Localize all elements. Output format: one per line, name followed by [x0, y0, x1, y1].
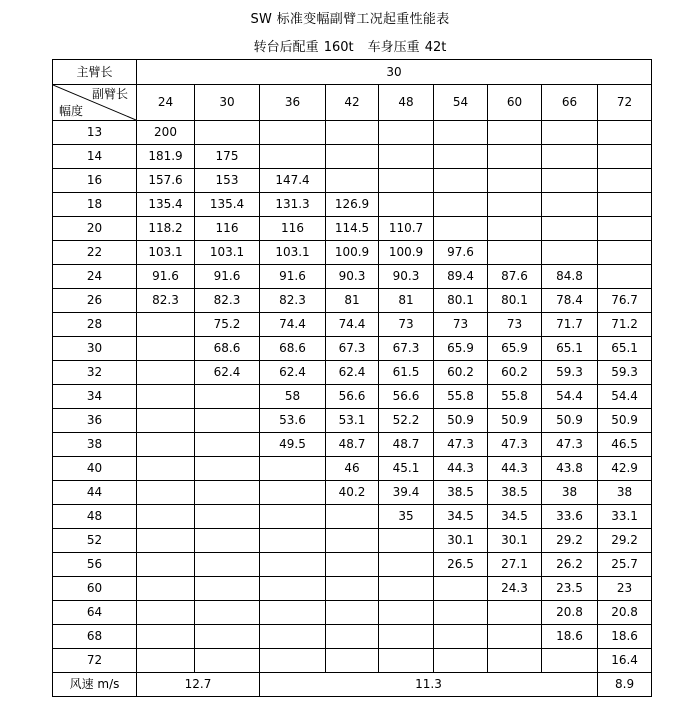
capacity-cell [488, 121, 542, 145]
wind-speed-row [53, 673, 652, 697]
capacity-cell [195, 625, 260, 649]
capacity-cell [598, 217, 652, 241]
body-weight-text: 车身压重 42t [367, 40, 447, 55]
table-row [53, 649, 652, 673]
capacity-cell: 126.9 [326, 193, 379, 217]
capacity-cell [598, 145, 652, 169]
radius-cell: 16 [53, 169, 137, 193]
capacity-cell: 68.6 [195, 337, 260, 361]
capacity-cell: 116 [260, 217, 326, 241]
capacity-cell [137, 577, 195, 601]
capacity-cell: 65.9 [488, 337, 542, 361]
capacity-cell: 62.4 [326, 361, 379, 385]
table-row [53, 361, 652, 385]
capacity-cell: 71.2 [598, 313, 652, 337]
capacity-cell [195, 529, 260, 553]
capacity-cell [137, 481, 195, 505]
capacity-cell [379, 121, 434, 145]
capacity-cell: 25.7 [598, 553, 652, 577]
capacity-cell [598, 241, 652, 265]
jib-length-header: 60 [488, 85, 542, 121]
radius-label: 幅度 [59, 104, 84, 118]
jib-length-header: 54 [434, 85, 488, 121]
capacity-cell: 20.8 [598, 601, 652, 625]
capacity-cell: 65.1 [598, 337, 652, 361]
table-row [53, 409, 652, 433]
capacity-cell [434, 169, 488, 193]
capacity-cell: 29.2 [598, 529, 652, 553]
capacity-cell [434, 145, 488, 169]
capacity-cell [598, 265, 652, 289]
capacity-cell [260, 529, 326, 553]
capacity-cell: 18.6 [542, 625, 598, 649]
capacity-cell: 46 [326, 457, 379, 481]
capacity-cell: 34.5 [434, 505, 488, 529]
capacity-cell: 58 [260, 385, 326, 409]
capacity-cell: 75.2 [195, 313, 260, 337]
capacity-cell: 91.6 [137, 265, 195, 289]
capacity-cell [137, 313, 195, 337]
table-row [53, 601, 652, 625]
capacity-cell: 20.8 [542, 601, 598, 625]
capacity-cell: 47.3 [542, 433, 598, 457]
capacity-cell: 49.5 [260, 433, 326, 457]
capacity-cell [326, 121, 379, 145]
jib-length-header: 66 [542, 85, 598, 121]
radius-cell: 18 [53, 193, 137, 217]
capacity-cell [542, 169, 598, 193]
capacity-cell: 135.4 [137, 193, 195, 217]
capacity-cell [137, 649, 195, 673]
capacity-cell: 55.8 [434, 385, 488, 409]
jib-length-header: 24 [137, 85, 195, 121]
capacity-cell: 34.5 [488, 505, 542, 529]
capacity-cell: 59.3 [542, 361, 598, 385]
capacity-cell [137, 337, 195, 361]
radius-cell: 36 [53, 409, 137, 433]
capacity-cell: 53.1 [326, 409, 379, 433]
capacity-cell: 118.2 [137, 217, 195, 241]
capacity-cell: 42.9 [598, 457, 652, 481]
capacity-cell: 90.3 [326, 265, 379, 289]
capacity-cell [137, 457, 195, 481]
capacity-cell [542, 193, 598, 217]
capacity-cell [195, 481, 260, 505]
capacity-cell [195, 409, 260, 433]
capacity-cell: 18.6 [598, 625, 652, 649]
capacity-cell [379, 625, 434, 649]
capacity-cell: 23 [598, 577, 652, 601]
capacity-cell [260, 649, 326, 673]
capacity-cell [137, 601, 195, 625]
capacity-cell [379, 169, 434, 193]
capacity-cell: 33.1 [598, 505, 652, 529]
capacity-cell: 116 [195, 217, 260, 241]
capacity-cell: 65.9 [434, 337, 488, 361]
capacity-cell [195, 649, 260, 673]
capacity-cell: 38 [542, 481, 598, 505]
capacity-cell [434, 625, 488, 649]
page-title: SW 标准变幅副臂工况起重性能表 [250, 12, 450, 27]
wind-speed-value: 12.7 [137, 673, 260, 697]
capacity-cell [434, 193, 488, 217]
capacity-cell [542, 241, 598, 265]
capacity-cell: 91.6 [195, 265, 260, 289]
capacity-cell [434, 577, 488, 601]
radius-cell: 26 [53, 289, 137, 313]
capacity-cell [488, 169, 542, 193]
wind-speed-label: 风速 m/s [53, 673, 137, 697]
table-row [53, 553, 652, 577]
capacity-cell [260, 505, 326, 529]
capacity-cell [195, 433, 260, 457]
table-row [53, 313, 652, 337]
capacity-cell: 48.7 [379, 433, 434, 457]
capacity-cell: 54.4 [542, 385, 598, 409]
radius-cell: 48 [53, 505, 137, 529]
capacity-cell: 35 [379, 505, 434, 529]
wind-speed-value: 11.3 [260, 673, 598, 697]
capacity-cell [434, 601, 488, 625]
capacity-cell [260, 601, 326, 625]
capacity-cell [195, 121, 260, 145]
corner-header-cell [53, 85, 137, 121]
capacity-cell: 26.2 [542, 553, 598, 577]
capacity-cell: 71.7 [542, 313, 598, 337]
capacity-cell: 33.6 [542, 505, 598, 529]
capacity-cell: 73 [434, 313, 488, 337]
capacity-cell: 82.3 [195, 289, 260, 313]
subtitle [0, 36, 700, 55]
capacity-cell [488, 241, 542, 265]
capacity-cell: 82.3 [260, 289, 326, 313]
capacity-cell [542, 649, 598, 673]
capacity-cell [260, 121, 326, 145]
table-row [53, 457, 652, 481]
table-row [53, 241, 652, 265]
capacity-cell: 16.4 [598, 649, 652, 673]
capacity-cell: 74.4 [326, 313, 379, 337]
capacity-cell: 84.8 [542, 265, 598, 289]
capacity-cell [542, 217, 598, 241]
capacity-cell [488, 601, 542, 625]
capacity-cell [195, 601, 260, 625]
capacity-cell [379, 553, 434, 577]
table-row [53, 529, 652, 553]
capacity-cell: 50.9 [434, 409, 488, 433]
radius-cell: 60 [53, 577, 137, 601]
capacity-cell [195, 577, 260, 601]
capacity-cell [326, 625, 379, 649]
capacity-cell: 38.5 [434, 481, 488, 505]
table-row [53, 169, 652, 193]
counterweight-text: 转台后配重 160t [253, 40, 354, 55]
capacity-cell: 181.9 [137, 145, 195, 169]
capacity-cell [379, 193, 434, 217]
table-row [53, 289, 652, 313]
capacity-cell: 73 [379, 313, 434, 337]
capacity-cell [195, 457, 260, 481]
capacity-cell: 60.2 [488, 361, 542, 385]
capacity-cell: 67.3 [326, 337, 379, 361]
capacity-cell [488, 145, 542, 169]
capacity-cell [542, 145, 598, 169]
capacity-cell [542, 121, 598, 145]
capacity-cell: 54.4 [598, 385, 652, 409]
capacity-cell: 78.4 [542, 289, 598, 313]
capacity-cell: 87.6 [488, 265, 542, 289]
capacity-cell: 48.7 [326, 433, 379, 457]
capacity-cell: 43.8 [542, 457, 598, 481]
capacity-cell: 65.1 [542, 337, 598, 361]
capacity-cell [326, 649, 379, 673]
jib-length-header: 36 [260, 85, 326, 121]
capacity-cell: 74.4 [260, 313, 326, 337]
capacity-cell [137, 505, 195, 529]
table-row [53, 481, 652, 505]
capacity-cell: 80.1 [434, 289, 488, 313]
capacity-cell [195, 505, 260, 529]
capacity-cell: 147.4 [260, 169, 326, 193]
capacity-cell [379, 649, 434, 673]
table-row [53, 433, 652, 457]
capacity-cell [434, 217, 488, 241]
jib-length-row [53, 85, 652, 121]
load-chart-table [52, 59, 652, 697]
capacity-cell [379, 145, 434, 169]
radius-cell: 34 [53, 385, 137, 409]
capacity-cell: 46.5 [598, 433, 652, 457]
capacity-cell [326, 553, 379, 577]
capacity-cell [137, 361, 195, 385]
capacity-cell: 39.4 [379, 481, 434, 505]
capacity-cell: 81 [326, 289, 379, 313]
capacity-cell [260, 481, 326, 505]
radius-cell: 32 [53, 361, 137, 385]
capacity-cell: 47.3 [434, 433, 488, 457]
capacity-cell: 175 [195, 145, 260, 169]
capacity-cell: 103.1 [260, 241, 326, 265]
capacity-cell: 135.4 [195, 193, 260, 217]
capacity-cell: 131.3 [260, 193, 326, 217]
capacity-cell: 56.6 [379, 385, 434, 409]
table-row [53, 193, 652, 217]
capacity-cell: 68.6 [260, 337, 326, 361]
capacity-cell: 61.5 [379, 361, 434, 385]
capacity-cell [260, 457, 326, 481]
capacity-cell: 47.3 [488, 433, 542, 457]
radius-cell: 20 [53, 217, 137, 241]
capacity-cell: 97.6 [434, 241, 488, 265]
capacity-cell: 91.6 [260, 265, 326, 289]
capacity-cell: 44.3 [488, 457, 542, 481]
radius-cell: 52 [53, 529, 137, 553]
capacity-cell [195, 553, 260, 577]
table-row [53, 337, 652, 361]
radius-cell: 13 [53, 121, 137, 145]
radius-cell: 14 [53, 145, 137, 169]
capacity-cell [137, 553, 195, 577]
capacity-cell [260, 625, 326, 649]
radius-cell: 40 [53, 457, 137, 481]
capacity-cell: 45.1 [379, 457, 434, 481]
capacity-cell [488, 649, 542, 673]
capacity-cell [326, 505, 379, 529]
table-row [53, 121, 652, 145]
capacity-cell: 53.6 [260, 409, 326, 433]
capacity-cell: 76.7 [598, 289, 652, 313]
radius-cell: 44 [53, 481, 137, 505]
capacity-cell: 27.1 [488, 553, 542, 577]
jib-length-header: 72 [598, 85, 652, 121]
capacity-cell: 56.6 [326, 385, 379, 409]
capacity-cell: 62.4 [195, 361, 260, 385]
capacity-cell [434, 121, 488, 145]
radius-cell: 38 [53, 433, 137, 457]
capacity-cell: 55.8 [488, 385, 542, 409]
capacity-cell: 89.4 [434, 265, 488, 289]
capacity-cell [434, 649, 488, 673]
capacity-cell [379, 529, 434, 553]
capacity-cell: 103.1 [195, 241, 260, 265]
capacity-cell: 100.9 [379, 241, 434, 265]
capacity-cell [598, 193, 652, 217]
capacity-cell [137, 385, 195, 409]
capacity-cell: 40.2 [326, 481, 379, 505]
capacity-cell: 26.5 [434, 553, 488, 577]
table-row [53, 265, 652, 289]
capacity-cell [326, 577, 379, 601]
capacity-cell [598, 121, 652, 145]
capacity-cell: 157.6 [137, 169, 195, 193]
capacity-cell [488, 625, 542, 649]
capacity-cell [137, 529, 195, 553]
capacity-cell: 52.2 [379, 409, 434, 433]
capacity-cell: 67.3 [379, 337, 434, 361]
capacity-cell: 60.2 [434, 361, 488, 385]
capacity-cell: 80.1 [488, 289, 542, 313]
jib-length-header: 48 [379, 85, 434, 121]
radius-cell: 30 [53, 337, 137, 361]
capacity-cell: 44.3 [434, 457, 488, 481]
capacity-cell: 100.9 [326, 241, 379, 265]
capacity-cell [326, 529, 379, 553]
capacity-cell [137, 409, 195, 433]
capacity-cell: 23.5 [542, 577, 598, 601]
table-row [53, 505, 652, 529]
table-row [53, 385, 652, 409]
capacity-cell: 29.2 [542, 529, 598, 553]
radius-cell: 64 [53, 601, 137, 625]
radius-cell: 28 [53, 313, 137, 337]
capacity-cell [137, 625, 195, 649]
capacity-cell: 30.1 [434, 529, 488, 553]
capacity-cell: 153 [195, 169, 260, 193]
capacity-cell [326, 169, 379, 193]
capacity-cell [488, 217, 542, 241]
capacity-cell [488, 193, 542, 217]
capacity-cell: 90.3 [379, 265, 434, 289]
capacity-cell [137, 433, 195, 457]
capacity-cell: 200 [137, 121, 195, 145]
capacity-cell [260, 577, 326, 601]
capacity-cell [326, 601, 379, 625]
capacity-cell [598, 169, 652, 193]
capacity-cell [195, 385, 260, 409]
capacity-cell: 81 [379, 289, 434, 313]
capacity-cell: 24.3 [488, 577, 542, 601]
capacity-cell: 82.3 [137, 289, 195, 313]
table-row [53, 145, 652, 169]
radius-cell: 22 [53, 241, 137, 265]
capacity-cell: 38.5 [488, 481, 542, 505]
capacity-cell: 30.1 [488, 529, 542, 553]
capacity-cell: 110.7 [379, 217, 434, 241]
wind-speed-value: 8.9 [598, 673, 652, 697]
main-boom-value: 30 [137, 60, 652, 85]
capacity-cell [326, 145, 379, 169]
jib-length-header: 42 [326, 85, 379, 121]
main-boom-row [53, 60, 652, 85]
radius-cell: 68 [53, 625, 137, 649]
main-boom-label: 主臂长 [53, 60, 137, 85]
capacity-cell [260, 553, 326, 577]
table-row [53, 577, 652, 601]
jib-label: 副臂长 [91, 87, 128, 101]
table-row [53, 217, 652, 241]
capacity-cell: 114.5 [326, 217, 379, 241]
capacity-cell: 103.1 [137, 241, 195, 265]
capacity-cell: 62.4 [260, 361, 326, 385]
radius-cell: 56 [53, 553, 137, 577]
capacity-cell: 50.9 [542, 409, 598, 433]
table-body [53, 121, 652, 697]
capacity-cell [379, 601, 434, 625]
capacity-cell: 73 [488, 313, 542, 337]
capacity-cell: 38 [598, 481, 652, 505]
radius-cell: 24 [53, 265, 137, 289]
capacity-cell: 50.9 [598, 409, 652, 433]
radius-cell: 72 [53, 649, 137, 673]
jib-length-header: 30 [195, 85, 260, 121]
table-row [53, 625, 652, 649]
capacity-cell: 59.3 [598, 361, 652, 385]
capacity-cell [379, 577, 434, 601]
capacity-cell: 50.9 [488, 409, 542, 433]
capacity-cell [260, 145, 326, 169]
